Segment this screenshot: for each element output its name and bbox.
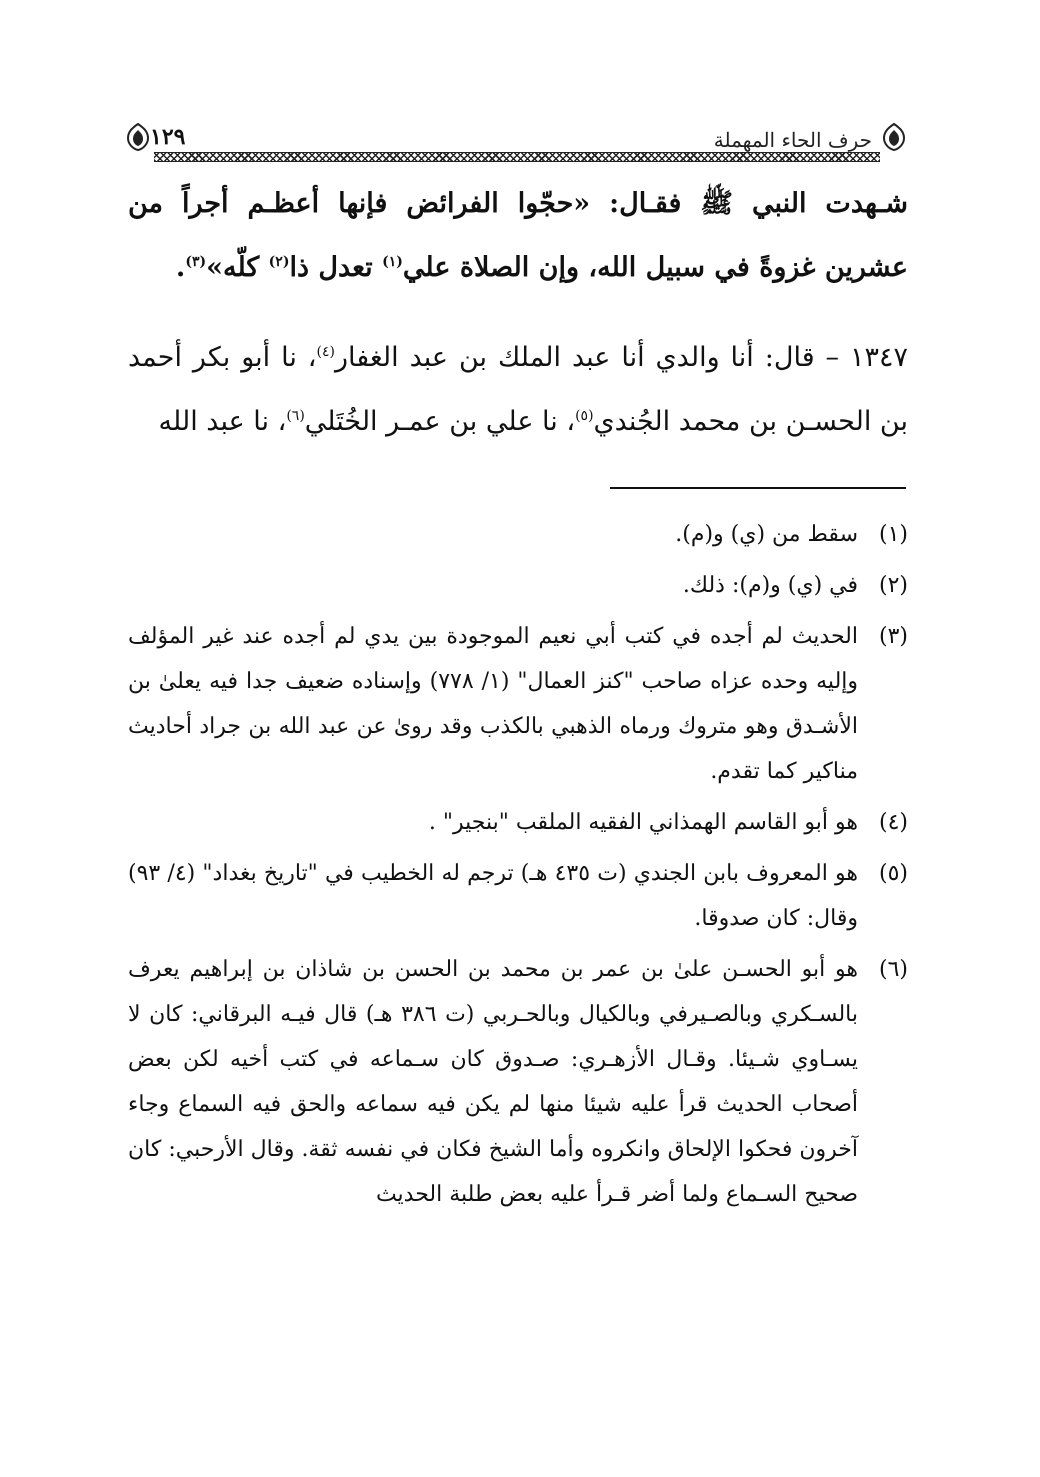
footnote — [128, 512, 908, 557]
footnote-ref: (٤) — [316, 344, 335, 360]
footnote — [128, 851, 908, 941]
text-run: تعدل ذا — [289, 252, 383, 283]
footnote-text: هو المعروف بابن الجندي (ت ٤٣٥ هـ) ترجم له الخطيب في "تاريخ بغداد" (٤/ ٩٣) وقال: كان صدوقا. — [128, 861, 859, 931]
main-text — [128, 172, 908, 454]
footnote-ref: (١) — [382, 254, 403, 270]
footnote — [128, 614, 908, 794]
ornament-icon — [880, 122, 908, 152]
footnote-number: (٢) — [878, 573, 908, 598]
footnote-number: (٤) — [878, 810, 908, 835]
page-number: ١٢٩ — [150, 124, 186, 150]
text-run: شـهدت النبي ﷺ فقـال: «حجّوا الفرائض فإنها أعظـم أجراً من عشرين غزوةً في سبيل الله، وإن الصلاة علي — [128, 188, 908, 283]
footnote-number: (٦) — [878, 957, 908, 982]
footnote — [128, 947, 908, 1217]
footnotes — [128, 512, 908, 1223]
footnote-text: الحديث لم أجده في كتب أبي نعيم الموجودة بين يدي لم أجده عند غير المؤلف وإليه وحده عزاه صاحب "كنز العمال" (١/ ٧٧٨) وإسناده ضعيف جدا فيه يعلىٰ بن الأشـدق وهو متروك ورماه الذهبي بالكذب وقد روىٰ عن عبد الله بن جراد أحاديث مناكير كما تقدم. — [128, 624, 859, 784]
text-run: كلّه» — [206, 252, 269, 283]
running-header-title: حرف الحاء المهملة — [713, 128, 872, 152]
footnote-ref: (٦) — [286, 408, 305, 424]
text-run: ١٣٤٧ – قال: أنا والدي أنا عبد الملك بن عبد الغفار — [334, 342, 909, 373]
footnote-ref: (٣) — [185, 254, 207, 270]
footnote-text: في (ي) و(م): ذلك. — [682, 573, 858, 598]
text-run: . — [175, 252, 186, 283]
footnote — [128, 800, 908, 845]
hadith-text — [128, 172, 908, 300]
text-run: ، نا علي بن عمـر الخُتَلي — [304, 406, 576, 437]
footnote-number: (٣) — [878, 624, 908, 649]
footnote-number: (١) — [878, 522, 908, 547]
footnote-number: (٥) — [878, 861, 908, 886]
text-run: ، نا عبد الله — [158, 406, 287, 437]
footnote-ref: (٥) — [575, 408, 594, 424]
header-decorative-rule — [154, 152, 880, 162]
isnad-paragraph — [128, 326, 908, 454]
page-header — [128, 116, 908, 162]
ornament-icon — [124, 122, 152, 152]
footnote-separator — [610, 487, 906, 489]
footnote-text: هو أبو القاسم الهمذاني الفقيه الملقب "بنجير" . — [428, 810, 858, 835]
footnote-text: هو أبو الحسـن علىٰ بن عمر بن محمد بن الحسن بن شاذان بن إبراهيم يعرف بالسـكري وبالصـيرفي وبالكيال وبالحـربي (ت ٣٨٦ هـ) قال فيـه البرقاني: كان لا يسـاوي شـيئا. وقـال الأزهـري: صـدوق كان سـماعه في كتب أخيه لكن بعض أصحاب الحديث قرأ عليه شيئا منها لم يكن فيه سماعه والحق فيه السماع وجاء آخرون فحكوا الإلحاق وانكروه وأما الشيخ فكان في نفسه ثقة. وقال الأرحبي: كان صحيح السـماع ولما أضر قـرأ عليه بعض طلبة الحديث — [128, 957, 858, 1207]
footnote-text: سقط من (ي) و(م). — [675, 522, 858, 547]
footnote — [128, 563, 908, 608]
footnote-ref: (٢) — [268, 254, 290, 270]
text-run: ، نا أبو بكر أحمد بن الحسـن بن محمد الجُندي — [128, 342, 908, 437]
